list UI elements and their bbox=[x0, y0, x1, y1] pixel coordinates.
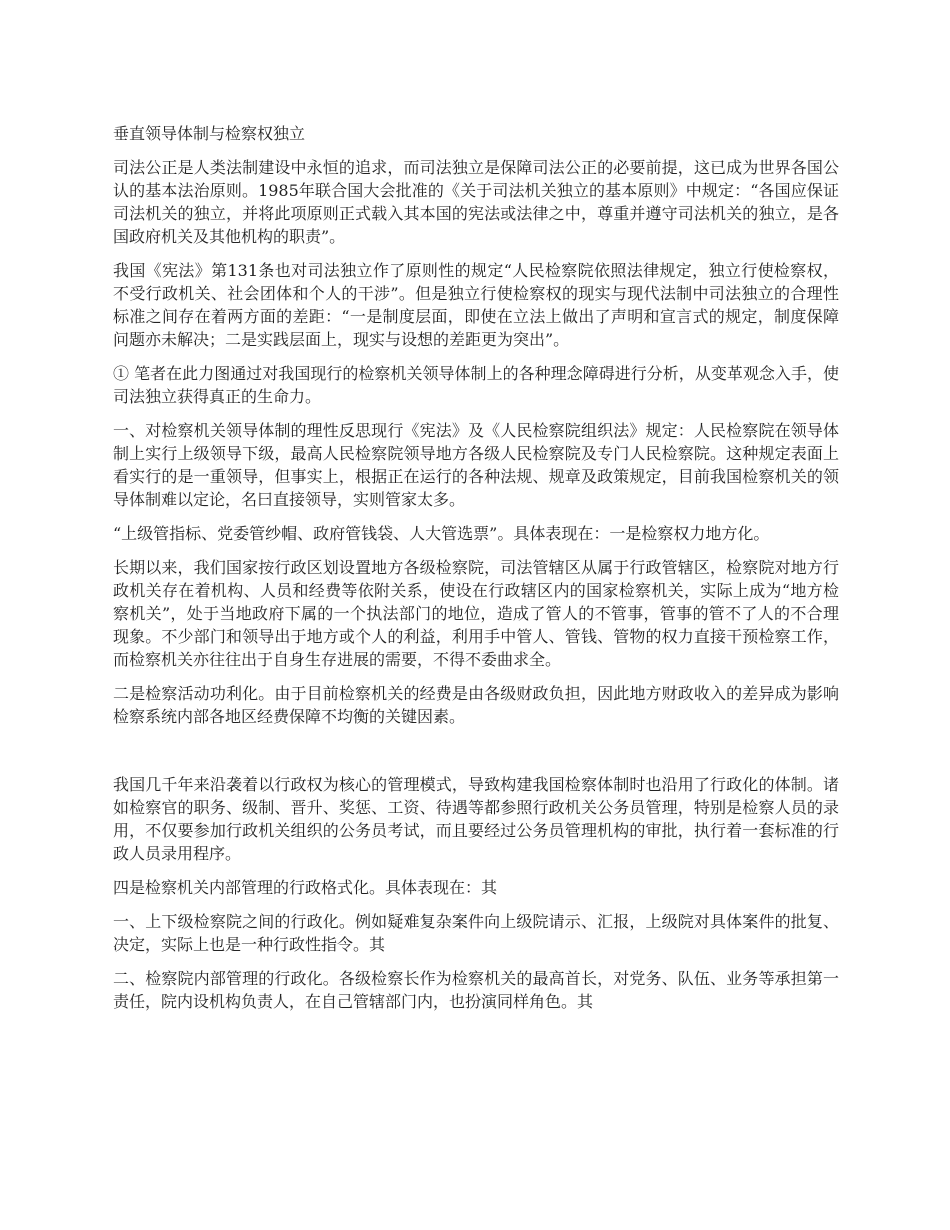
paragraph-localization: “上级管指标、党委管纱帽、政府管钱袋、人大管选票”。具体表现在：一是检察权力地方化。 bbox=[113, 524, 770, 543]
paragraph-constitution-article: 我国《宪法》第131条也对司法独立作了原则性的规定“人民检察院依照法律规定，独立行使检察权，不受行政机关、社会团体和个人的干涉”。但是独立行使检察权的现实与现代法制中司法独立的合理性标准之间存在着两方面的差距：“一是制度层面，即使在立法上做出了声明和宣言式的规定，制度保障问题亦未解决；二是实践层面上，现实与设想的差距更为突出”。 bbox=[113, 261, 839, 349]
paragraph-administrative-model: 我国几千年来沿袭着以行政权为核心的管理模式，导致构建我国检察体制时也沿用了行政化的体制。诸如检察官的职务、级制、晋升、奖惩、工资、待遇等都参照行政机关公务员管理，特别是检察人员的录用，不仅要参加行政机关组织的公务员考试，而且要经过公务员管理机构的审批，执行着一套标准的行政人员录用程序。 bbox=[113, 775, 839, 863]
paragraph-upper-lower-courts: 一、上下级检察院之间的行政化。例如疑难复杂案件向上级院请示、汇报，上级院对具体案件的批复、决定，实际上也是一种行政性指令。其 bbox=[113, 912, 839, 954]
paragraph-leadership-reflection: 一、对检察机关领导体制的理性反思现行《宪法》及《人民检察院组织法》规定：人民检察院在领导体制上实行上级领导下级，最高人民检察院领导地方各级人民检察院及专门人民检察院。这种规定表面上看实行的是一重领导，但事实上，根据正在运行的各种法规、规章及政策规定，目前我国检察机关的领导体制难以定论，名曰直接领导，实则管家太多。 bbox=[113, 421, 839, 509]
document-body bbox=[113, 122, 839, 1024]
paragraph-administrative-divisions: 长期以来，我们国家按行政区划设置地方各级检察院，司法管辖区从属于行政管辖区，检察院对地方行政机关存在着机构、人员和经费等依附关系，使设在行政辖区内的国家检察机关，实际上成为“地方检察机关”，处于当地政府下属的一个执法部门的地位，造成了管人的不管事，管事的管不了人的不合理现象。不少部门和领导出于地方或个人的利益，利用手中管人、管钱、管物的权力直接干预检察工作，而检察机关亦往往出于自身生存进展的需要，不得不委曲求全。 bbox=[113, 558, 839, 669]
section-gap bbox=[113, 739, 839, 773]
paragraph-internal-management: 四是检察机关内部管理的行政格式化。具体表现在：其 bbox=[113, 878, 498, 897]
document-title: 垂直领导体制与检察权独立 bbox=[113, 124, 306, 143]
paragraph-judicial-fairness: 司法公正是人类法制建设中永恒的追求，而司法独立是保障司法公正的必要前提，这已成为世界各国公认的基本法治原则。1985年联合国大会批准的《关于司法机关独立的基本原则》中规定：“各国应保证司法机关的独立，并将此项原则正式载入其本国的宪法或法律之中，尊重并遵守司法机关的独立，是各国政府机关及其他机构的职责”。 bbox=[113, 158, 839, 246]
paragraph-author-intent: ① 笔者在此力图通过对我国现行的检察机关领导体制上的各种理念障碍进行分析，从变革观念入手，使司法独立获得真正的生命力。 bbox=[113, 364, 839, 406]
paragraph-internal-administration: 二、检察院内部管理的行政化。各级检察长作为检察机关的最高首长，对党务、队伍、业务等承担第一责任，院内设机构负责人，在自己管辖部门内，也扮演同样角色。其 bbox=[113, 969, 839, 1011]
paragraph-utilitarianism: 二是检察活动功利化。由于目前检察机关的经费是由各级财政负担，因此地方财政收入的差异成为影响检察系统内部各地区经费保障不均衡的关键因素。 bbox=[113, 684, 839, 726]
